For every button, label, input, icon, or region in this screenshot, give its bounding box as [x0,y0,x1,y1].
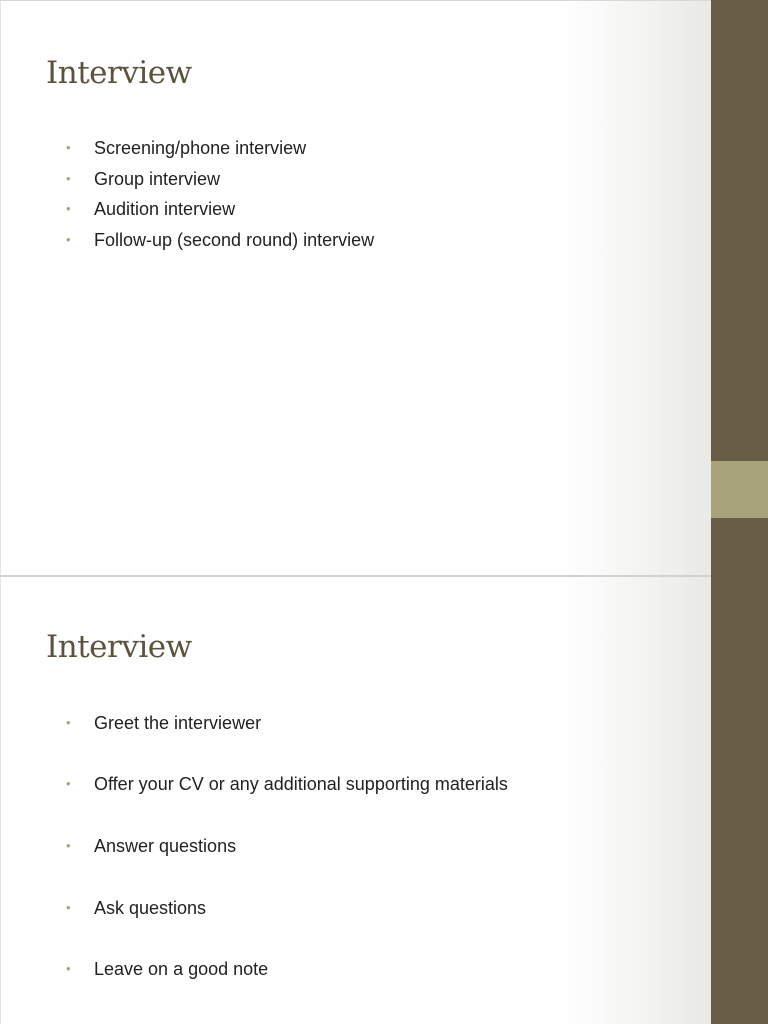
bullet-icon: • [66,961,71,976]
list-item-text: Greet the interviewer [94,713,262,733]
list-item-text: Audition interview [94,199,236,219]
bullet-icon: • [66,201,71,216]
list-item-text: Leave on a good note [94,959,269,979]
slide-title: Interview [46,629,192,665]
list-item-text: Answer questions [94,836,237,856]
slide-2 [0,577,768,1024]
list-item [66,137,307,159]
list-item [66,198,236,220]
slide-border [0,577,1,1024]
bullet-icon: • [66,900,71,915]
slide-title: Interview [46,55,192,91]
list-item [66,712,262,734]
list-item-text: Group interview [94,169,221,189]
list-item-text: Offer your CV or any additional supporting materials [94,774,508,794]
bullet-icon: • [66,171,71,186]
list-item [66,229,375,251]
bullet-icon: • [66,715,71,730]
slide-border [0,1,1,576]
bullet-icon: • [66,140,71,155]
list-item [66,835,237,857]
list-item-text: Screening/phone interview [94,138,307,158]
list-item [66,897,207,919]
bullet-icon: • [66,838,71,853]
list-item-text: Follow-up (second round) interview [94,230,375,250]
sidebar-accent-block [711,461,768,518]
list-item [66,168,221,190]
bullet-icon: • [66,232,71,247]
list-item [66,958,269,980]
list-item-text: Ask questions [94,898,207,918]
list-item [66,773,508,795]
bullet-icon: • [66,776,71,791]
